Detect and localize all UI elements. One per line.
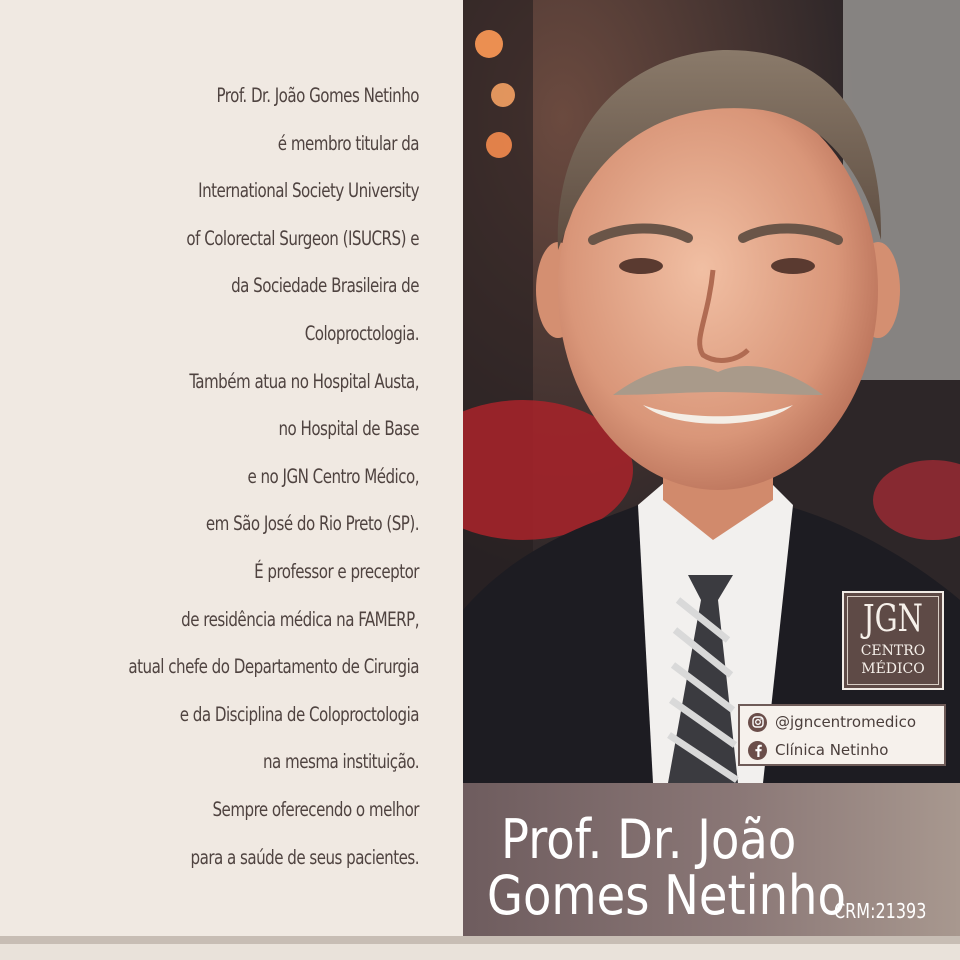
bio-line: É professor e preceptor (254, 559, 419, 583)
bio-line: de residência médica na FAMERP, (181, 607, 419, 631)
bio-line: no Hospital de Base (278, 417, 419, 441)
instagram-icon (748, 713, 767, 732)
jgn-logo (842, 591, 944, 690)
crm-number: CRM:21393 (834, 899, 927, 923)
logo-line-medico: MÉDICO (861, 661, 925, 677)
bio-line: em São José do Rio Preto (SP). (205, 512, 419, 536)
bio-panel (0, 0, 463, 936)
bio-line: Coloproctologia. (304, 321, 419, 345)
logo-line-centro: CENTRO (860, 643, 926, 659)
bio-line: International Society University (198, 179, 419, 203)
bio-line: e no JGN Centro Médico, (247, 464, 419, 488)
name-band (463, 783, 960, 936)
bio-line: of Colorectal Surgeon (ISUCRS) e (186, 226, 419, 250)
doctor-name-line-1: Prof. Dr. João (501, 808, 797, 871)
facebook-icon (748, 741, 767, 760)
bio-line: para a saúde de seus pacientes. (190, 845, 419, 869)
facebook-page-name: Clínica Netinho (775, 741, 889, 759)
bio-line: Sempre oferecendo o melhor (212, 797, 419, 821)
bio-line: Prof. Dr. João Gomes Netinho (216, 84, 419, 107)
bio-line: Também atua no Hospital Austa, (189, 369, 419, 393)
bio-text (58, 72, 419, 881)
bio-line: e da Disciplina de Coloproctologia (179, 702, 419, 726)
logo-title: JGN (863, 597, 923, 640)
bio-line: atual chefe do Departamento de Cirurgia (128, 655, 419, 679)
bio-line: na mesma instituição. (262, 750, 419, 774)
instagram-handle: @jgncentromedico (775, 713, 917, 731)
instagram-link[interactable] (748, 711, 916, 733)
bottom-bar (0, 936, 960, 960)
bio-line: da Sociedade Brasileira de (231, 274, 419, 298)
social-box (738, 704, 946, 766)
bio-line: é membro titular da (277, 131, 419, 155)
facebook-link[interactable] (748, 739, 888, 761)
doctor-name-line-2: Gomes Netinho (487, 864, 846, 927)
